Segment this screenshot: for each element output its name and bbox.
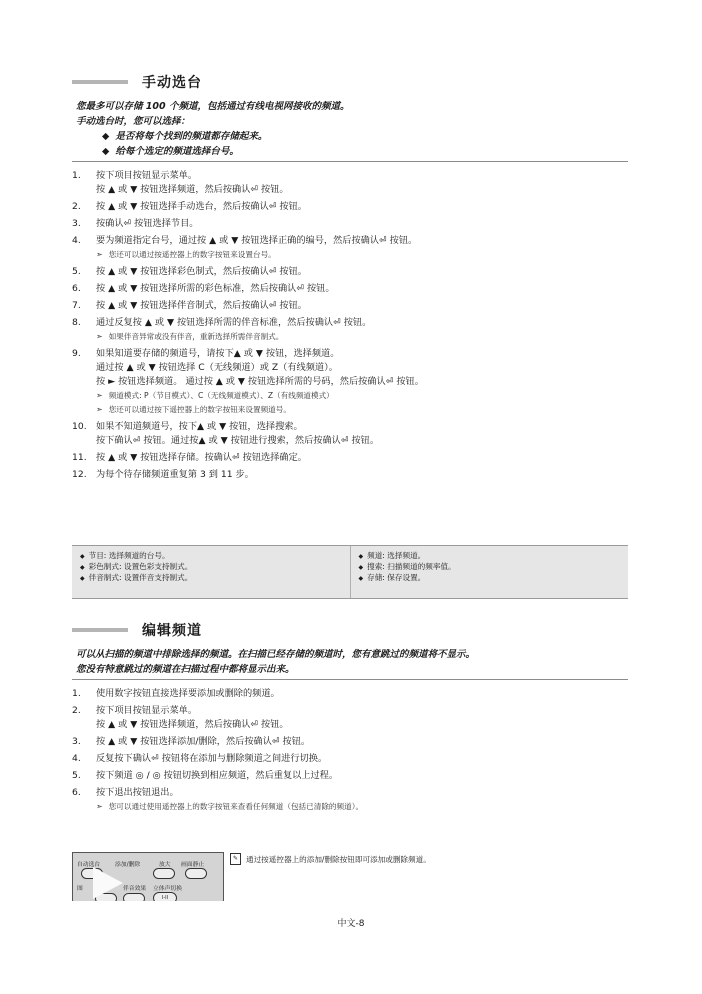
step-line: 按下项目按钮显示菜单。 [96, 170, 198, 181]
side-note [230, 853, 431, 865]
step-number: 10. [72, 421, 87, 432]
note-icon: ✎ [230, 853, 241, 865]
step-line: 按下确认⏎ 按钮。通过按▲ 或 ▼ 按钮进行搜索，然后按确认⏎ 按钮。 [96, 435, 380, 446]
step-line: 按 ▲ 或 ▼ 按钮选择手动选台，然后按确认⏎ 按钮。 [96, 201, 307, 212]
dual-button: I-II [153, 892, 177, 901]
step-line: 按 ▲ 或 ▼ 按钮选择添加/删除，然后按确认⏎ 按钮。 [96, 736, 311, 747]
remote-control-illustration [72, 852, 224, 901]
step-item [72, 769, 642, 783]
remote-label: 添加/删除 [115, 862, 141, 868]
step-number: 11. [72, 452, 87, 463]
remote-label: 图 [77, 886, 83, 892]
section-heading-edit-channels [72, 620, 202, 640]
heading-bar [72, 80, 128, 84]
step-line: 按 ▲ 或 ▼ 按钮选择彩色制式，然后按确认⏎ 按钮。 [96, 266, 307, 277]
section-heading-manual-tuning [72, 72, 202, 92]
step-number: 3. [72, 218, 81, 229]
step-item [72, 687, 642, 701]
step-line: 为每个待存储频道重复第 3 到 11 步。 [96, 469, 254, 480]
step-number: 5. [72, 770, 81, 781]
step-item [72, 451, 642, 465]
step-item [72, 265, 642, 279]
step-number: 1. [72, 170, 81, 181]
info-item: ◆ 搜索: 扫描频道的频率值。 [359, 562, 621, 573]
step-body [96, 169, 642, 197]
step-item [72, 234, 642, 262]
step-item [72, 217, 642, 231]
step-line: 通过反复按 ▲ 或 ▼ 按钮选择所需的伴音标准，然后按确认⏎ 按钮。 [96, 317, 372, 328]
step-line: 按 ▲ 或 ▼ 按钮选择频道，然后按确认⏎ 按钮。 [96, 184, 289, 195]
section-intro [76, 647, 636, 677]
page-number: 中文-8 [337, 919, 365, 929]
step-body [96, 282, 642, 296]
step-number: 6. [72, 787, 81, 798]
step-note: ➣ 频道模式: P（节目模式）、C（无线频道模式）、Z（有线频道模式） [96, 389, 642, 403]
remote-label: 立体声切换 [153, 886, 182, 892]
step-line: 如果知道要存储的频道号，请按下▲ 或 ▼ 按钮，选择频道。 [96, 348, 340, 359]
step-line: 按 ▲ 或 ▼ 按钮选择存储。按确认⏎ 按钮选择确定。 [96, 452, 307, 463]
remote-label: 自动选台 [77, 862, 101, 868]
remote-label: 放大 [159, 862, 171, 868]
intro-bullet: ◆ 给每个选定的频道选择台号。 [76, 144, 636, 159]
step-number: 8. [72, 317, 81, 328]
zoom-button [153, 868, 175, 879]
step-number: 2. [72, 705, 81, 716]
step-body [96, 217, 642, 231]
step-item [72, 200, 642, 214]
step-line: 如果不知道频道号，按下▲ 或 ▼ 按钮，选择搜索。 [96, 421, 303, 432]
step-body [96, 735, 642, 749]
intro-line: 手动选台时，您可以选择： [76, 116, 191, 127]
info-item: ◆ 彩色制式: 设置色彩支持制式。 [80, 562, 342, 573]
step-item [72, 299, 642, 313]
step-body [96, 200, 642, 214]
steps-list [72, 687, 642, 817]
step-body [96, 451, 642, 465]
section-title: 手动选台 [142, 75, 202, 91]
heading-bar [72, 628, 128, 632]
step-line: 按确认⏎ 按钮选择节目。 [96, 218, 199, 229]
step-line: 反复按下确认⏎ 按钮将在添加与删除频道之间进行切换。 [96, 753, 328, 764]
remote-label: 画面静止 [181, 862, 205, 868]
step-item [72, 347, 642, 417]
step-line: 按 ▲ 或 ▼ 按钮选择频道，然后按确认⏎ 按钮。 [96, 719, 289, 730]
section-intro [76, 99, 636, 159]
info-column-left [72, 546, 350, 598]
step-item [72, 704, 642, 732]
step-number: 4. [72, 235, 81, 246]
step-number: 3. [72, 736, 81, 747]
remote-label: 伴音效果 [123, 886, 147, 892]
step-number: 5. [72, 266, 81, 277]
step-number: 9. [72, 348, 81, 359]
step-body [96, 265, 642, 279]
intro-bullet: ◆ 是否将每个找到的频道都存储起来。 [76, 129, 636, 144]
info-item: ◆ 频道: 选择频道。 [359, 551, 621, 562]
step-line: 按 ▲ 或 ▼ 按钮选择所需的彩色标准，然后按确认⏎ 按钮。 [96, 283, 335, 294]
step-note: ➣ 如果伴音异常或没有伴音，重新选择所需伴音制式。 [96, 330, 642, 344]
info-column-right [350, 546, 629, 598]
step-line: 按 ► 按钮选择频道。 通过按 ▲ 或 ▼ 按钮选择所需的号码，然后按确认⏎ 按钮。 [96, 376, 424, 387]
step-body [96, 704, 642, 732]
divider-rule [72, 679, 628, 680]
step-line: 按 ▲ 或 ▼ 按钮选择伴音制式，然后按确认⏎ 按钮。 [96, 300, 307, 311]
intro-line: 您没有特意跳过的频道在扫描过程中都将显示出来。 [76, 664, 295, 675]
step-note: ➣ 您还可以通过按下遥控器上的数字按钮来设置频道号。 [96, 403, 642, 417]
step-note: ➣ 您可以通过使用遥控器上的数字按钮来查看任何频道（包括已清除的频道）。 [96, 800, 642, 814]
step-note: ➣ 您还可以通过按遥控器上的数字按钮来设置台号。 [96, 248, 642, 262]
intro-line: 可以从扫描的频道中排除选择的频道。在扫描已经存储的频道时，您有意跳过的频道将不显示。 [76, 649, 476, 660]
step-number: 6. [72, 283, 81, 294]
step-body [96, 687, 642, 701]
sound-effect-button [123, 893, 145, 901]
pointer-arrow-icon [93, 867, 123, 899]
step-item [72, 282, 642, 296]
still-button [185, 868, 207, 879]
step-number: 12. [72, 469, 87, 480]
step-body [96, 752, 642, 766]
step-body [96, 420, 642, 448]
step-line: 通过按 ▲ 或 ▼ 按钮选择 C（无线频道）或 Z（有线频道）。 [96, 362, 338, 373]
step-line: 按下项目按钮显示菜单。 [96, 705, 198, 716]
info-item: ◆ 存储: 保存设置。 [359, 573, 621, 584]
step-body [96, 347, 642, 417]
intro-line: 您最多可以存储 100 个频道，包括通过有线电视网接收的频道。 [76, 101, 350, 112]
divider-rule [72, 161, 628, 162]
section-title: 编辑频道 [142, 623, 202, 639]
step-item [72, 420, 642, 448]
step-line: 要为频道指定台号，通过按 ▲ 或 ▼ 按钮选择正确的编号，然后按确认⏎ 按钮。 [96, 235, 418, 246]
step-line: 使用数字按钮直接选择要添加或删除的频道。 [96, 688, 280, 699]
step-body [96, 468, 642, 482]
side-note-text: 通过按遥控器上的添加/删除按钮即可添加或删除频道。 [246, 854, 431, 864]
step-item [72, 786, 642, 814]
step-number: 1. [72, 688, 81, 699]
step-item [72, 735, 642, 749]
step-body [96, 234, 642, 262]
step-body [96, 786, 642, 814]
step-item [72, 468, 642, 482]
step-number: 7. [72, 300, 81, 311]
info-box [72, 545, 628, 599]
info-item: ◆ 节目: 选择频道的台号。 [80, 551, 342, 562]
step-item [72, 169, 642, 197]
step-body [96, 769, 642, 783]
info-item: ◆ 伴音制式: 设置伴音支持制式。 [80, 573, 342, 584]
step-number: 4. [72, 753, 81, 764]
step-item [72, 752, 642, 766]
step-body [96, 316, 642, 344]
step-body [96, 299, 642, 313]
step-item [72, 316, 642, 344]
step-line: 按下退出按钮退出。 [96, 787, 179, 798]
step-line: 按下频道 ◎ / ◎ 按钮切换到相应频道，然后重复以上过程。 [96, 770, 339, 781]
step-number: 2. [72, 201, 81, 212]
steps-list [72, 169, 642, 485]
